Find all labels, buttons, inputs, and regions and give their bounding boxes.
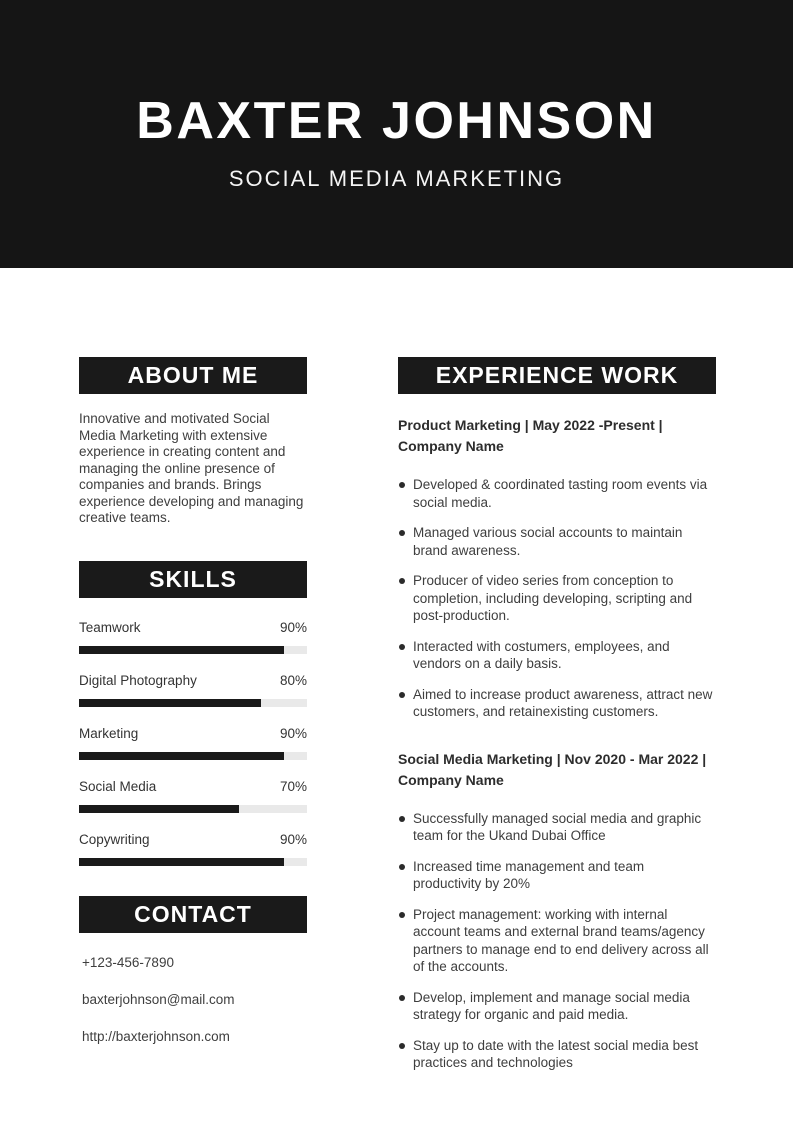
- skill-progress-fill: [79, 752, 284, 760]
- skill-progress-track: [79, 752, 307, 760]
- hero-banner: [0, 0, 793, 268]
- skill-item-teamwork: [79, 620, 307, 654]
- candidate-job-title: SOCIAL MEDIA MARKETING: [228, 165, 565, 191]
- contact-email: baxterjohnson@mail.com: [82, 991, 235, 1007]
- job-entry-product-marketing: [398, 415, 716, 721]
- about-me-heading: ABOUT ME: [79, 357, 307, 394]
- job-bullet: Project management: working with internal account teams and external brand teams/agency partners to manage end to end delivery across all of the accounts.: [398, 906, 716, 976]
- left-column: [79, 357, 307, 1085]
- experience-heading: EXPERIENCE WORK: [398, 357, 716, 394]
- skill-progress-track: [79, 805, 307, 813]
- job-bullet: Developed & coordinated tasting room events via social media.: [398, 476, 716, 511]
- about-me-text: Innovative and motivated Social Media Marketing with extensive experience in creating content and managing the online presence of companies and brands. Brings experience developing and managing creative teams.: [79, 411, 304, 525]
- job-bullet: Aimed to increase product awareness, attract new customers, and retainexisting customers.: [398, 686, 716, 721]
- skills-heading: SKILLS: [79, 561, 307, 598]
- right-column: [398, 357, 716, 1085]
- skill-progress-track: [79, 699, 307, 707]
- skill-progress-fill: [79, 646, 284, 654]
- skill-item-digital-photography: [79, 673, 307, 707]
- skill-item-social-media: [79, 779, 307, 813]
- skill-percent: 80%: [279, 672, 307, 688]
- contact-website: http://baxterjohnson.com: [82, 1028, 230, 1044]
- contact-heading: CONTACT: [79, 896, 307, 933]
- skill-progress-fill: [79, 858, 284, 866]
- resume-body: [0, 268, 793, 1085]
- skill-percent: 90%: [279, 725, 307, 741]
- job-title: Product Marketing | May 2022 -Present | Company Name: [398, 417, 663, 454]
- skill-progress-track: [79, 858, 307, 866]
- skill-label: Marketing: [79, 725, 139, 741]
- job-bullet: Producer of video series from conception to completion, including developing, scripting and post-production.: [398, 572, 716, 625]
- contact-phone: +123-456-7890: [82, 954, 174, 970]
- job-bullet: Increased time management and team productivity by 20%: [398, 858, 716, 893]
- candidate-name: BAXTER JOHNSON: [136, 91, 657, 150]
- skill-item-copywriting: [79, 832, 307, 866]
- job-bullet: Interacted with costumers, employees, and vendors on a daily basis.: [398, 638, 716, 673]
- skill-progress-fill: [79, 805, 239, 813]
- skill-item-marketing: [79, 726, 307, 760]
- job-title: Social Media Marketing | Nov 2020 - Mar 2022 | Company Name: [398, 750, 707, 788]
- skill-percent: 90%: [279, 619, 307, 635]
- skill-percent: 90%: [279, 831, 307, 847]
- job-bullet: Successfully managed social media and graphic team for the Ukand Dubai Office: [398, 810, 716, 845]
- job-entry-social-media-marketing: [398, 749, 716, 1072]
- skill-label: Copywriting: [79, 831, 150, 847]
- job-bullet-list: [398, 810, 716, 1072]
- job-bullet: Stay up to date with the latest social media best practices and technologies: [398, 1037, 716, 1072]
- contact-list: [79, 956, 307, 1044]
- skills-list: [79, 620, 307, 866]
- skill-progress-fill: [79, 699, 261, 707]
- skill-label: Digital Photography: [79, 672, 197, 688]
- skill-progress-track: [79, 646, 307, 654]
- skill-label: Teamwork: [79, 619, 141, 635]
- job-bullet: Managed various social accounts to maintain brand awareness.: [398, 524, 716, 559]
- job-bullet-list: [398, 476, 716, 721]
- skill-percent: 70%: [279, 778, 307, 794]
- job-bullet: Develop, implement and manage social media strategy for organic and paid media.: [398, 989, 716, 1024]
- skill-label: Social Media: [79, 778, 157, 794]
